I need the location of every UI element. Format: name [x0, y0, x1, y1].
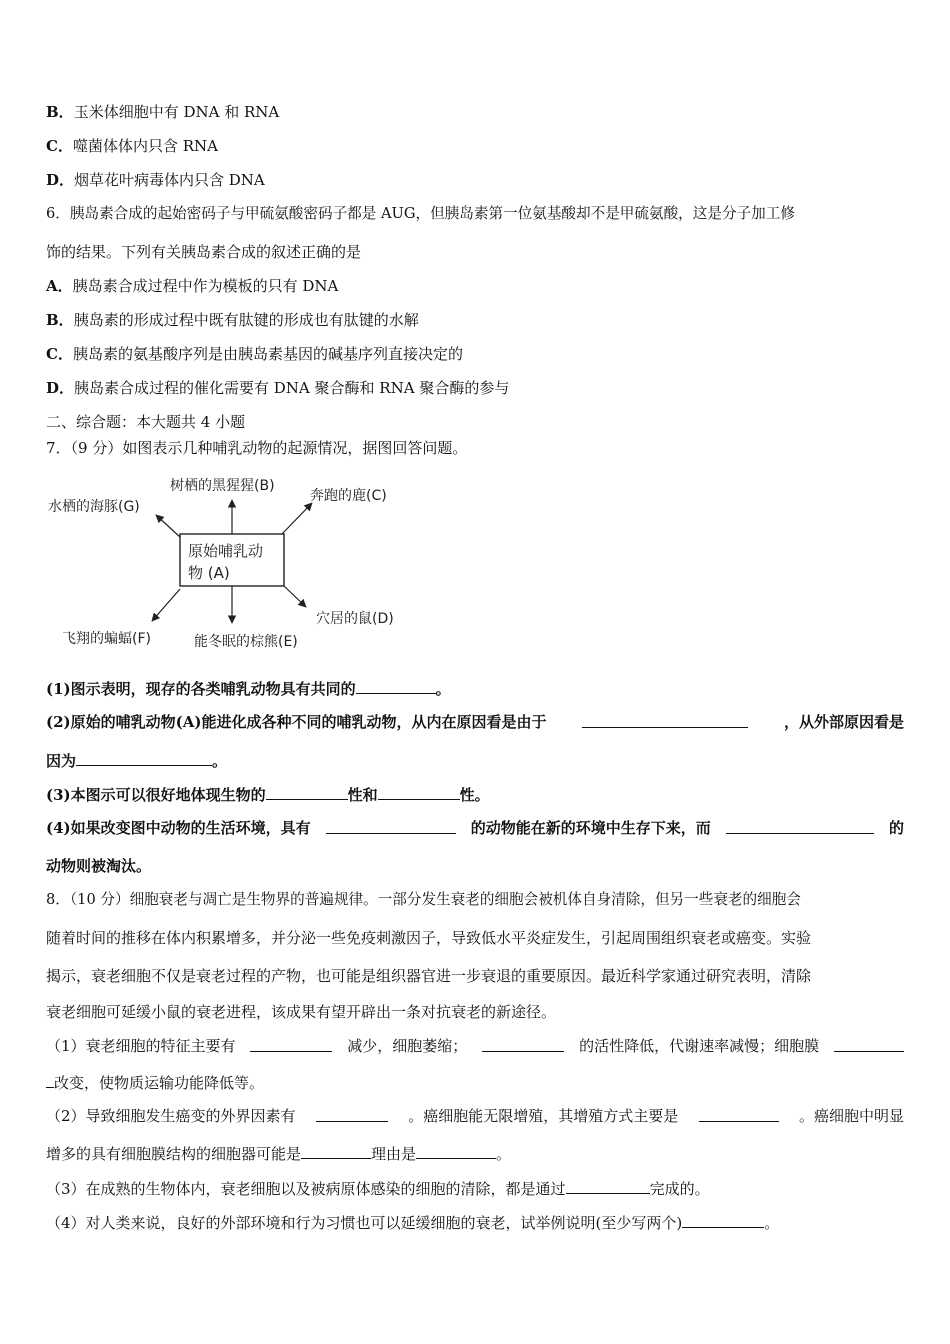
q8-stem-line2: 随着时间的推移在体内积累增多，并分泌一些免疫刺激因子，导致低水平炎症发生，引起周围组织衰老或癌变。实验	[46, 929, 812, 947]
blank[interactable]	[76, 750, 212, 766]
blank[interactable]	[482, 1036, 564, 1052]
q7-part3: (3)本图示可以很好地体现生物的 性和 性。	[46, 786, 490, 804]
q8-stem-line1: 8．（10 分）细胞衰老与凋亡是生物界的普遍规律。一部分发生衰老的细胞会被机体自身清除，但另一些衰老的细胞会	[46, 891, 801, 908]
q8-sub3: （3）在成熟的生物体内，衰老细胞以及被病原体感染的细胞的清除，都是通过 完成的。	[46, 1180, 710, 1198]
blank[interactable]	[378, 784, 460, 800]
q7-part2-line2: 因为 。	[46, 752, 228, 770]
center-label-line2: 物 (A)	[188, 564, 230, 582]
q5-option-d: D．烟草花叶病毒体内只含 DNA	[46, 171, 265, 189]
mammal-origin-diagram	[44, 463, 414, 659]
blank[interactable]	[834, 1036, 904, 1052]
blank[interactable]	[582, 712, 748, 728]
section2-heading: 二、综合题：本大题共 4 小题	[46, 413, 246, 431]
label-d: 穴居的鼠(D)	[316, 611, 394, 627]
q8-sub4: （4）对人类来说，良好的外部环境和行为习惯也可以延缓细胞的衰老，试举例说明(至少写两个) 。	[46, 1214, 780, 1232]
q8-stem-line4: 衰老细胞可延缓小鼠的衰老进程，该成果有望开辟出一条对抗衰老的新途径。	[46, 1003, 557, 1021]
q8-sub1-line1: （1）衰老细胞的特征主要有 减少，细胞萎缩； 的活性降低，代谢速率减慢；细胞膜	[46, 1036, 904, 1056]
blank[interactable]	[356, 678, 436, 694]
q8-stem-line3: 揭示，衰老细胞不仅是衰老过程的产物，也可能是组织器官进一步衰退的重要原因。最近科学家通过研究表明，清除	[46, 967, 812, 985]
label-b: 树栖的黑猩猩(B)	[170, 478, 275, 494]
q6-option-a: A．胰岛素合成过程中作为模板的只有 DNA	[46, 277, 339, 295]
label-e: 能冬眠的棕熊(E)	[194, 634, 298, 650]
blank[interactable]	[682, 1212, 764, 1228]
q6-option-c: C．胰岛素的氨基酸序列是由胰岛素基因的碱基序列直接决定的	[46, 345, 463, 363]
blank[interactable]	[699, 1106, 779, 1122]
q7-part2-line1: (2)原始的哺乳动物(A)能进化成各种不同的哺乳动物，从内在原因看是由于 ，从外部原因看是	[46, 713, 904, 731]
q8-sub2-line1: （2）导致细胞发生癌变的外界因素有 。癌细胞能无限增殖，其增殖方式主要是 。癌细胞中明显	[46, 1107, 904, 1125]
blank[interactable]	[46, 1072, 54, 1088]
label-g: 水栖的海豚(G)	[48, 499, 140, 515]
q7-part4-line1: (4)如果改变图中动物的生活环境，具有 的动物能在新的环境中生存下来，而 的	[46, 819, 904, 837]
q6-stem-line2: 饰的结果。下列有关胰岛素合成的叙述正确的是	[46, 243, 362, 261]
q5-option-c: C．噬菌体体内只含 RNA	[46, 137, 218, 155]
blank[interactable]	[316, 1106, 388, 1122]
q6-option-b: B．胰岛素的形成过程中既有肽键的形成也有肽键的水解	[46, 311, 419, 329]
arrow-to-c	[282, 503, 312, 534]
center-label-line1: 原始哺乳动	[188, 542, 264, 560]
blank[interactable]	[266, 784, 348, 800]
blank[interactable]	[301, 1143, 371, 1159]
q6-stem-line1: 6．胰岛素合成的起始密码子与甲硫氨酸密码子都是 AUG，但胰岛素第一位氨基酸却不是甲硫氨酸，这是分子加工修	[46, 205, 795, 222]
arrow-to-d	[284, 586, 306, 607]
label-c: 奔跑的鹿(C)	[310, 488, 387, 504]
q7-part4-line2: 动物则被淘汰。	[46, 857, 152, 875]
q6-option-d: D．胰岛素合成过程的催化需要有 DNA 聚合酶和 RNA 聚合酶的参与	[46, 379, 510, 397]
q5-option-b: B．玉米体细胞中有 DNA 和 RNA	[46, 103, 280, 121]
q7-part1: (1)图示表明，现存的各类哺乳动物具有共同的 。	[46, 680, 451, 698]
q8-sub2-line2: 增多的具有细胞膜结构的细胞器可能是 理由是 。	[46, 1145, 512, 1163]
blank[interactable]	[416, 1143, 496, 1159]
arrow-to-g	[156, 515, 180, 537]
q8-sub1-line2: 改变，使物质运输功能降低等。	[46, 1072, 264, 1093]
blank[interactable]	[726, 818, 874, 834]
blank[interactable]	[566, 1178, 650, 1194]
q7-stem: 7．（9 分）如图表示几种哺乳动物的起源情况，据图回答问题。	[46, 439, 468, 457]
blank[interactable]	[250, 1036, 332, 1052]
blank[interactable]	[326, 818, 456, 834]
arrow-to-f	[152, 589, 180, 621]
label-f: 飞翔的蝙蝠(F)	[62, 631, 151, 647]
